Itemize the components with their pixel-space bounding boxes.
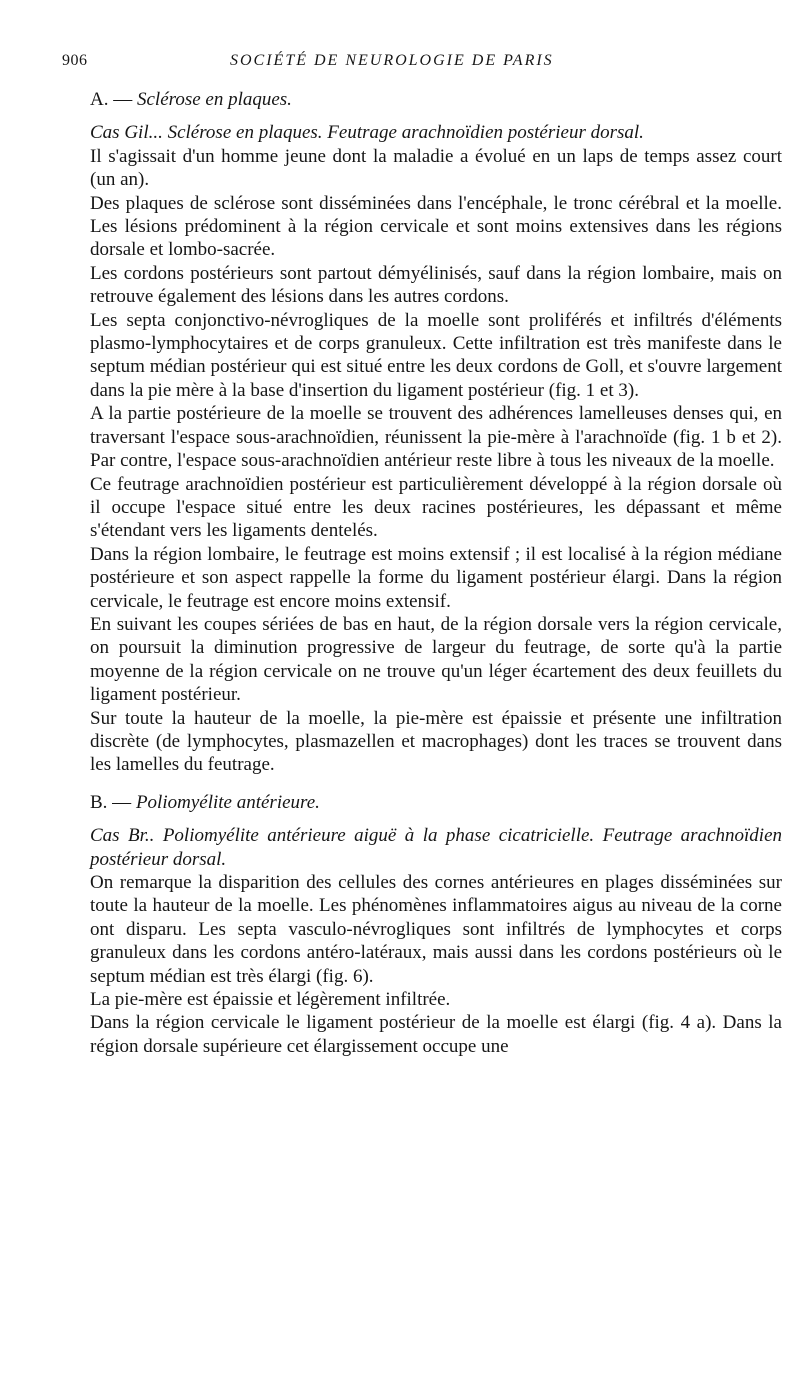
paragraph: Ce feutrage arachnoïdien postérieur est particulièrement développé à la région dorsale où il occupe l'espace situé entre les deux racines postérieures, les dépassant et même s'étendant vers les ligaments dentelés. <box>90 473 782 542</box>
paragraph: La pie-mère est épaissie et légèrement infiltrée. <box>90 989 451 1011</box>
paragraph: Dans la région cervicale le ligament postérieur de la moelle est élargi (fig. 4 a). Dans la région dorsale supérieure cet élargissement occupe une <box>90 1012 782 1057</box>
case-b-title: Cas Br.. Poliomyélite antérieure aiguë à la phase cicatricielle. Feutrage arachnoïdien postérieur dorsal. <box>90 825 782 870</box>
paragraph: Il s'agissait d'un homme jeune dont la maladie a évolué en un laps de temps assez court (un an). <box>90 145 782 191</box>
journal-title: SOCIÉTÉ DE NEUROLOGIE DE PARIS <box>230 52 554 69</box>
section-a-label: A. — <box>90 89 133 110</box>
paragraph: On remarque la disparition des cellules des cornes antérieures en plages disséminées sur toute la hauteur de la moelle. Les phénomènes inflammatoires aigus au niveau de la corne ont disparu. Les septa vasculo-névrogliques sont infiltrés de lymphocytes et corps granuleux dans les cordons antéro-latéraux, mais aussi dans les cordons postérieurs où le septum médian est très élargi (fig. 6). <box>90 872 782 987</box>
section-a-heading <box>90 88 782 111</box>
text-body <box>90 88 782 1058</box>
paragraph: Les septa conjonctivo-névrogliques de la moelle sont proliférés et infiltrés d'éléments plasmo-lymphocytaires et de corps granuleux. Cette infiltration est très manifeste dans le septum médian postérieur qui est situé entre les deux cordons de Goll, et s'ouvre largement dans la pie mère à la base d'insertion du ligament postérieur (fig. 1 et 3). <box>90 309 782 401</box>
paragraph: En suivant les coupes sériées de bas en haut, de la région dorsale vers la région cervicale, on poursuit la diminution progressive de largeur du feutrage, de sorte qu'à la partie moyenne de la région cervicale on ne trouve qu'un léger écartement des deux feuillets du ligament postérieur. <box>90 613 782 706</box>
section-b-heading <box>90 791 782 814</box>
paragraph: Des plaques de sclérose sont disséminées dans l'encéphale, le tronc cérébral et la moelle. Les lésions prédominent à la région cervicale et sont moins extensives dans les régions dorsale et lombo-sacrée. <box>90 192 782 261</box>
paragraph: Les cordons postérieurs sont partout démyélinisés, sauf dans la région lombaire, mais on retrouve également des lésions dans les autres cordons. <box>90 262 782 308</box>
paragraph: Dans la région lombaire, le feutrage est moins extensif ; il est localisé à la région médiane postérieure et son aspect rappelle la forme du ligament postérieur élargi. Dans la région cervicale, le feutrage est encore moins extensif. <box>90 543 782 612</box>
running-head <box>62 52 762 76</box>
paragraph: Sur toute la hauteur de la moelle, la pie-mère est épaissie et présente une infiltration discrète (de lymphocytes, plasmazellen et macrophages) dont les traces se trouvent dans les lamelles du feutrage. <box>90 707 782 776</box>
paragraph: A la partie postérieure de la moelle se trouvent des adhérences lamelleuses denses qui, en traversant l'espace sous-arachnoïdien, réunissent la pie-mère à l'arachnoïde (fig. 1 b et 2). Par contre, l'espace sous-arachnoïdien antérieur reste libre à tous les niveaux de la moelle. <box>90 403 782 472</box>
case-a-title: Cas Gil... Sclérose en plaques. Feutrage arachnoïdien postérieur dorsal. <box>90 122 644 144</box>
section-b-title: Poliomyélite antérieure. <box>135 791 320 813</box>
page-number: 906 <box>62 52 88 69</box>
section-b-label: B. — <box>90 791 132 813</box>
section-a-title: Sclérose en plaques. <box>136 89 292 110</box>
